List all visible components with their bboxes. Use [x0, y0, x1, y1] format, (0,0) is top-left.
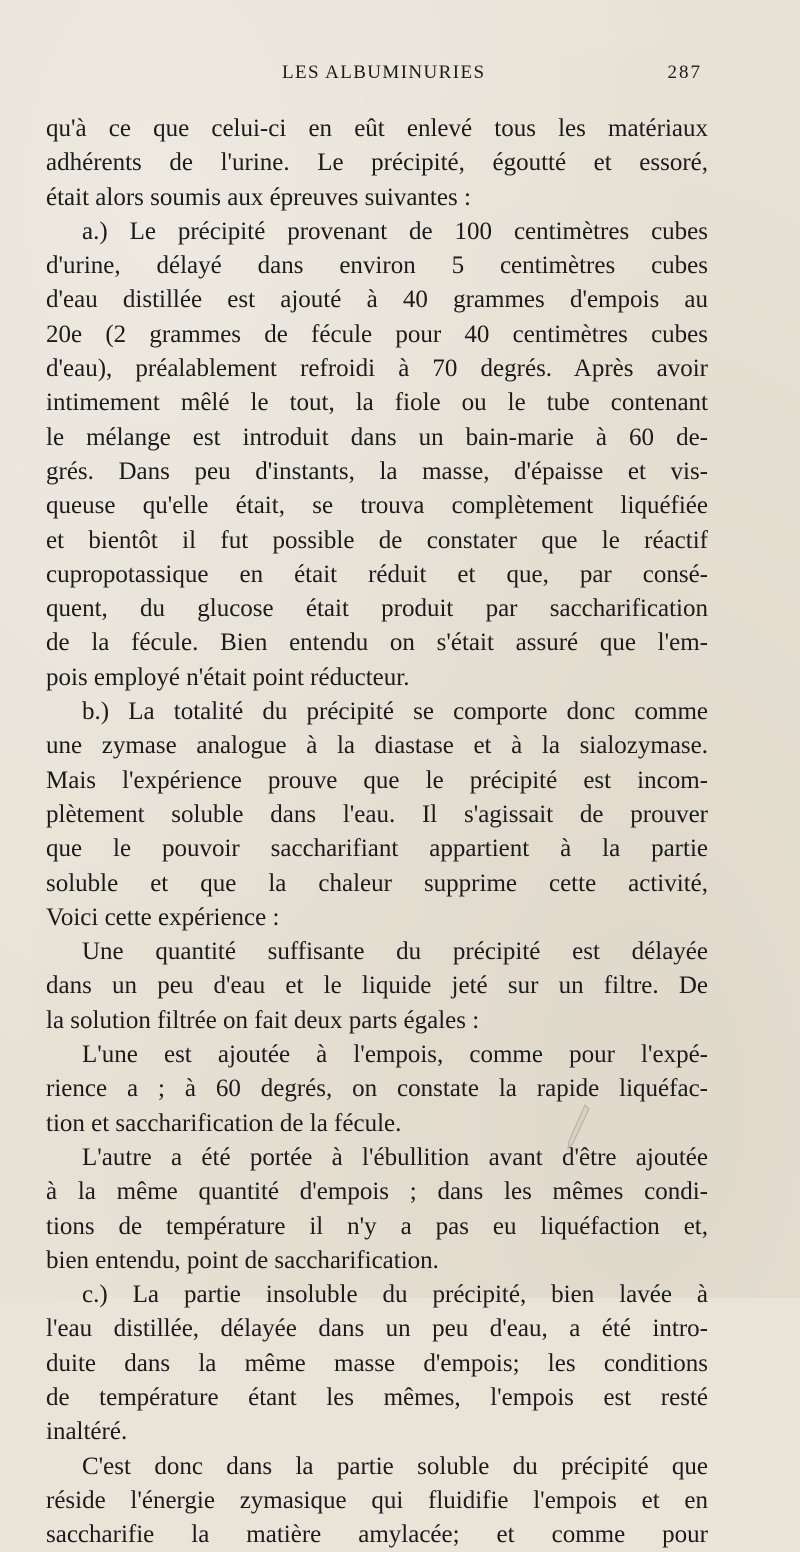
running-head [282, 62, 702, 92]
page-number: 287 [667, 62, 702, 83]
text-line: le mélange est introduit dans un bain-marie à 60 de- [46, 423, 708, 451]
text-line: d'eau distillée est ajouté à 40 grammes d'empois au [46, 286, 708, 314]
text-line: Une quantité suffisante du précipité est délayée [82, 938, 708, 966]
text-line: L'une est ajoutée à l'empois, comme pour l'expé- [82, 1041, 708, 1069]
text-line: duite dans la même masse d'empois; les conditions [46, 1349, 708, 1377]
text-line: L'autre a été portée à l'ébullition avant d'être ajoutée [82, 1143, 708, 1171]
running-head-title: LES ALBUMINURIES [282, 62, 486, 83]
text-line: grés. Dans peu d'instants, la masse, d'épaisse et vis- [46, 457, 708, 485]
text-line: que le pouvoir saccharifiant appartient à la partie [46, 835, 708, 863]
text-line: l'eau distillée, délayée dans un peu d'eau, a été intro- [46, 1315, 708, 1343]
text-line: plètement soluble dans l'eau. Il s'agissait de prouver [46, 800, 708, 828]
text-line: était alors soumis aux épreuves suivantes : [46, 183, 471, 211]
text-line: dans un peu d'eau et le liquide jeté sur un filtre. De [46, 972, 708, 1000]
text-line: une zymase analogue à la diastase et à la sialozymase. [46, 732, 708, 760]
text-line: C'est donc dans la partie soluble du précipité que [82, 1452, 708, 1480]
text-line: d'urine, délayé dans environ 5 centimètres cubes [46, 252, 708, 280]
text-line: intimement mêlé le tout, la fiole ou le tube contenant [46, 389, 708, 417]
text-line: pois employé n'était point réducteur. [46, 663, 410, 691]
text-line: tion et saccharification de la fécule. [46, 1109, 402, 1137]
text-line: a.) Le précipité provenant de 100 centimètres cubes [82, 217, 708, 245]
text-line: b.) La totalité du précipité se comporte donc comme [82, 698, 708, 726]
text-line: soluble et que la chaleur supprime cette activité, [46, 869, 708, 897]
text-line: c.) La partie insoluble du précipité, bien lavée à [82, 1281, 708, 1309]
pencil-mark-icon [565, 1103, 591, 1151]
text-line: quent, du glucose était produit par saccharification [46, 595, 708, 623]
text-line: bien entendu, point de saccharification. [46, 1246, 439, 1274]
text-line: saccharifie la matière amylacée; et comme pour [46, 1521, 708, 1549]
text-line: adhérents de l'urine. Le précipité, égoutté et essoré, [46, 149, 708, 177]
text-line: qu'à ce que celui-ci en eût enlevé tous les matériaux [46, 115, 708, 142]
text-line: Mais l'expérience prouve que le précipité est incom- [46, 766, 708, 794]
text-line: d'eau), préalablement refroidi à 70 degrés. Après avoir [46, 355, 708, 383]
text-line: 20e (2 grammes de fécule pour 40 centimètres cubes [46, 320, 708, 348]
text-line: cupropotassique en était réduit et que, par consé- [46, 560, 708, 588]
text-line: inaltéré. [46, 1418, 128, 1446]
text-line: à la même quantité d'empois ; dans les mêmes condi- [46, 1178, 708, 1206]
text-line: la solution filtrée on fait deux parts égales : [46, 1006, 480, 1034]
text-line: de la fécule. Bien entendu on s'était assuré que l'em- [46, 629, 708, 657]
text-line: de température étant les mêmes, l'empois est resté [46, 1383, 708, 1411]
text-line: queuse qu'elle était, se trouva complètement liquéfiée [46, 492, 708, 520]
body-text [46, 112, 708, 1552]
text-line: tions de température il n'y a pas eu liquéfaction et, [46, 1212, 708, 1240]
text-line: réside l'énergie zymasique qui fluidifie l'empois et en [46, 1486, 708, 1514]
text-line: Voici cette expérience : [46, 903, 280, 931]
text-line: rience a ; à 60 degrés, on constate la rapide liquéfac- [46, 1075, 708, 1103]
text-line: et bientôt il fut possible de constater que le réactif [46, 526, 708, 554]
